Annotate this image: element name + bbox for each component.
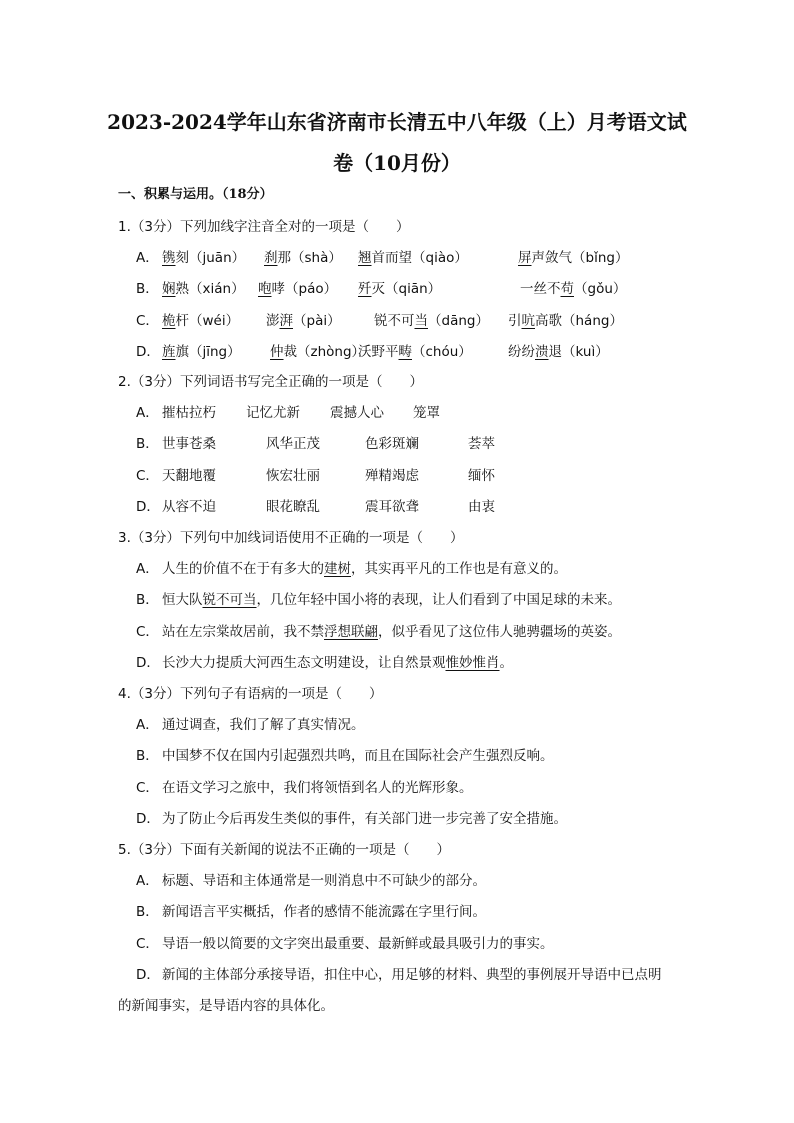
option-text: 笼罩 [413, 405, 440, 422]
underlined-text: 苟 [560, 281, 574, 298]
option-text: 荟萃 [468, 436, 495, 453]
option-item [162, 935, 554, 953]
option-item [162, 249, 245, 267]
option-text: 从容不迫 [162, 498, 216, 515]
option-text: 沃野平 [358, 343, 399, 360]
option-item [358, 249, 468, 267]
option-text: 世事苍桑 [162, 436, 216, 453]
option-label: D． [136, 810, 160, 827]
option-item [358, 280, 441, 298]
option-item [270, 343, 365, 361]
option-text: 旗（jīng） [175, 343, 241, 360]
option-label: C． [136, 312, 159, 329]
option-item [162, 560, 567, 578]
option-item [162, 966, 662, 984]
underlined-text: 刹 [264, 250, 278, 267]
option-item [518, 249, 628, 267]
option-item [162, 654, 513, 672]
underlined-text: 歼 [358, 281, 372, 298]
option-item [162, 343, 241, 361]
option-text: 殚精竭虑 [365, 467, 419, 484]
option-text: 色彩斑斓 [365, 436, 419, 453]
option-text: 长沙大力提质大河西生态文明建设，让自然景观 [162, 654, 446, 671]
option-label: C． [136, 779, 159, 796]
underlined-text: 屏 [518, 250, 532, 267]
option-text: 风华正茂 [266, 436, 320, 453]
option-text: 。 [499, 654, 513, 671]
underlined-text: 溃 [535, 343, 549, 360]
option-text: 新闻语言平实概括，作者的感情不能流露在字里行间。 [162, 904, 486, 921]
option-text: （pài） [293, 312, 341, 329]
option-text: 导语一般以简要的文字突出最重要、最新鲜或最具吸引力的事实。 [162, 935, 554, 952]
option-text: 眼花瞭乱 [266, 498, 320, 515]
option-text: 标题、导语和主体通常是一则消息中不可缺少的部分。 [162, 873, 486, 890]
option-item [330, 404, 384, 422]
page-title-line1: 2023-2024学年山东省济南市长清五中八年级（上）月考语文试 [107, 110, 687, 134]
option-item [266, 435, 320, 453]
option-item [162, 747, 554, 765]
option-item [162, 623, 621, 641]
option-item [413, 404, 440, 422]
option-text: 恢宏壮丽 [266, 467, 320, 484]
option-text: （gǒu） [574, 281, 627, 298]
option-text: 那（shà） [277, 250, 342, 267]
option-item [162, 498, 216, 516]
option-item [468, 498, 495, 516]
underlined-text: 吭 [521, 312, 535, 329]
option-continuation: 的新闻事实，是导语内容的具体化。 [118, 998, 334, 1014]
underlined-text: 湃 [279, 312, 293, 329]
option-label: A． [136, 250, 159, 267]
option-text: 纷纷 [508, 343, 535, 360]
option-text: 为了防止今后再发生类似的事件，有关部门进一步完善了安全措施。 [162, 810, 567, 827]
option-text: 新闻的主体部分承接导语，扣住中心，用足够的材料、典型的事例展开导语中已点明 [162, 966, 662, 983]
option-item [358, 343, 472, 361]
option-item [246, 404, 300, 422]
option-text: 杆（wéi） [175, 312, 240, 329]
option-item [162, 903, 486, 921]
underlined-text: 浮想联翩 [324, 623, 378, 640]
option-item [266, 498, 320, 516]
underlined-text: 镌 [162, 250, 176, 267]
option-item [468, 467, 495, 485]
underlined-text: 当 [414, 312, 428, 329]
option-text: 引 [508, 312, 522, 329]
option-text: 中国梦不仅在国内引起强烈共鸣，而且在国际社会产生强烈反响。 [162, 748, 554, 765]
option-item [162, 312, 239, 330]
underlined-text: 旌 [162, 343, 176, 360]
option-text: 震撼人心 [330, 405, 384, 422]
option-text: 通过调查，我们了解了真实情况。 [162, 717, 365, 734]
option-item [374, 312, 489, 330]
option-label: B． [136, 904, 159, 921]
option-item [162, 716, 365, 734]
option-text: 哮（páo） [271, 281, 338, 298]
question-stem: 2.（3分）下列词语书写完全正确的一项是（ ） [118, 374, 423, 390]
option-text: 高歌（háng） [535, 312, 623, 329]
underlined-text: 畴 [398, 343, 412, 360]
option-label: C． [136, 467, 159, 484]
option-text: 一丝不 [520, 281, 561, 298]
option-text: 人生的价值不在于有多大的 [162, 561, 324, 578]
option-item [266, 312, 341, 330]
option-label: C． [136, 623, 159, 640]
option-item [520, 280, 626, 298]
option-item [162, 591, 621, 609]
question-stem: 4.（3分）下列句子有语病的一项是（ ） [118, 686, 383, 702]
option-item [365, 435, 419, 453]
option-text: 熟（xián） [175, 281, 245, 298]
option-text: 裁（zhòng） [283, 343, 366, 360]
option-label: A． [136, 873, 159, 890]
option-item [162, 810, 567, 828]
underlined-text: 仲 [270, 343, 284, 360]
option-item [162, 779, 473, 797]
option-text: 站在左宗棠故居前，我不禁 [162, 623, 324, 640]
option-text: （chóu） [412, 343, 472, 360]
option-label: A． [136, 717, 159, 734]
option-label: B． [136, 592, 159, 609]
option-item [162, 280, 245, 298]
option-label: D． [136, 498, 160, 515]
option-text: 缅怀 [468, 467, 495, 484]
underlined-text: 咆 [258, 281, 272, 298]
option-label: A． [136, 561, 159, 578]
option-item [508, 312, 623, 330]
option-text: 天翻地覆 [162, 467, 216, 484]
option-label: B． [136, 281, 159, 298]
underlined-text: 锐不可当 [202, 592, 257, 609]
option-text: 由衷 [468, 498, 495, 515]
option-text: （dāng） [428, 312, 489, 329]
option-text: ，几位年轻中国小将的表现，让人们看到了中国足球的未来。 [256, 592, 621, 609]
option-label: D． [136, 654, 160, 671]
section-heading: 一、积累与运用。（18分） [118, 187, 273, 202]
option-text: 退（kuì） [548, 343, 609, 360]
option-item [264, 249, 342, 267]
option-text: 记忆尤新 [246, 405, 300, 422]
option-item [365, 498, 419, 516]
option-item [162, 404, 216, 422]
question-stem: 1.（3分）下列加线字注音全对的一项是（ ） [118, 219, 410, 235]
option-item [258, 280, 337, 298]
option-text: ，其实再平凡的工作也是有意义的。 [351, 561, 567, 578]
option-item [468, 435, 495, 453]
option-text: 摧枯拉朽 [162, 405, 216, 422]
option-item [365, 467, 419, 485]
option-label: D． [136, 343, 160, 360]
option-label: A． [136, 405, 159, 422]
question-stem: 5.（3分）下面有关新闻的说法不正确的一项是（ ） [118, 842, 450, 858]
option-text: 首而望（qiào） [371, 250, 468, 267]
option-label: B． [136, 436, 159, 453]
underlined-text: 惟妙惟肖 [445, 654, 500, 671]
option-text: 声敛气（bǐng） [531, 250, 629, 267]
option-item [266, 467, 320, 485]
option-item [162, 467, 216, 485]
option-text: ，似乎看见了这位伟人驰骋疆场的英姿。 [378, 623, 621, 640]
page-title-line2: 卷（10月份） [333, 151, 461, 175]
option-text: 恒大队 [162, 592, 203, 609]
option-label: C． [136, 935, 159, 952]
option-text: 在语文学习之旅中，我们将领悟到名人的光辉形象。 [162, 779, 473, 796]
underlined-text: 娴 [162, 281, 176, 298]
option-label: D． [136, 966, 160, 983]
option-label: B． [136, 748, 159, 765]
option-text: 灭（qiān） [371, 281, 442, 298]
underlined-text: 建树 [324, 561, 351, 578]
option-item [162, 872, 486, 890]
option-item [162, 435, 216, 453]
option-text: 震耳欲聋 [365, 498, 419, 515]
option-text: 锐不可 [374, 312, 415, 329]
option-text: 澎 [266, 312, 280, 329]
question-stem: 3.（3分）下列句中加线词语使用不正确的一项是（ ） [118, 530, 464, 546]
option-text: 刻（juān） [175, 250, 246, 267]
underlined-text: 翘 [358, 250, 372, 267]
option-item [508, 343, 609, 361]
underlined-text: 桅 [162, 312, 176, 329]
